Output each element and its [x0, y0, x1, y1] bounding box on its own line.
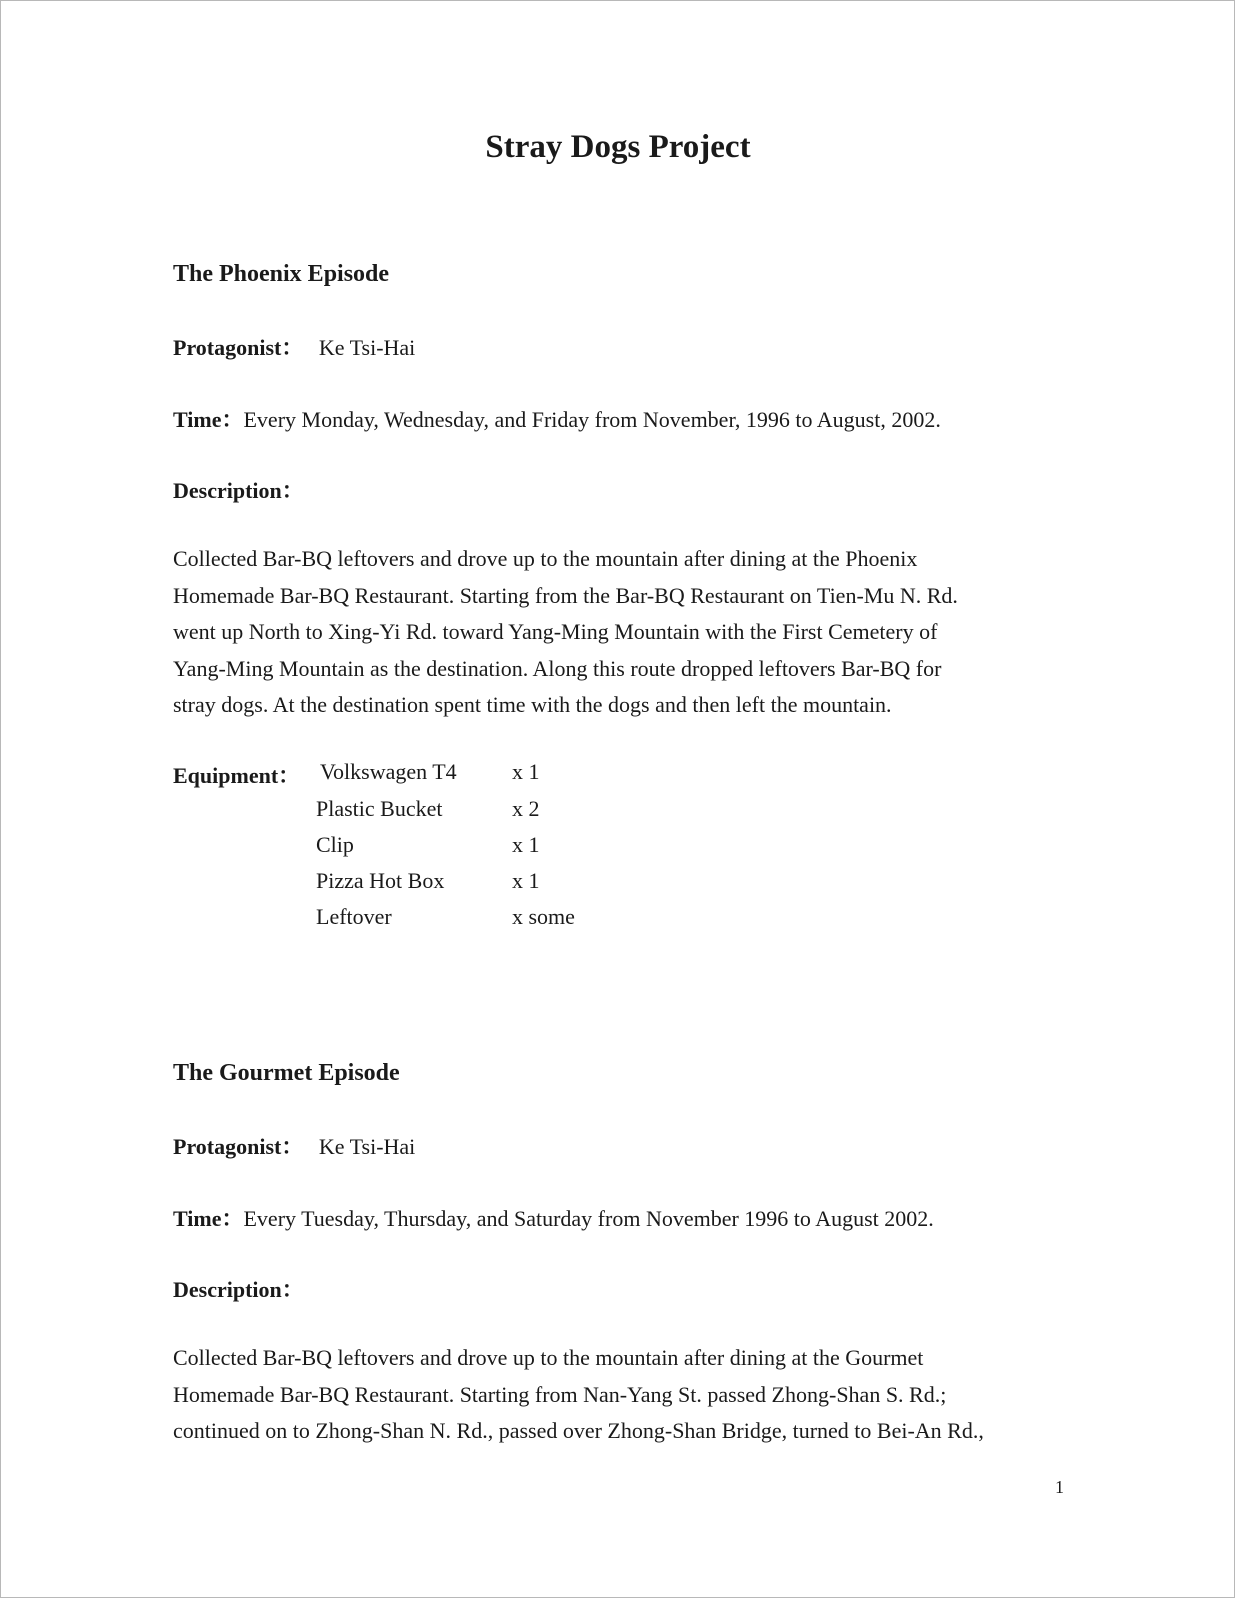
time-label: Time：	[173, 407, 244, 432]
episode-heading: The Phoenix Episode	[173, 261, 390, 287]
description-line: Homemade Bar-BQ Restaurant. Starting from Nan-Yang St. passed Zhong-Shan S. Rd.;	[173, 1381, 947, 1407]
time-value: Every Tuesday, Thursday, and Saturday from November 1996 to August 2002.	[243, 1206, 934, 1231]
protagonist-label: Protagonist：	[173, 1134, 304, 1159]
time-line	[173, 403, 941, 434]
equipment-item: Leftover	[316, 904, 392, 929]
equipment-label: Equipment：	[173, 763, 301, 788]
time-line	[173, 1202, 934, 1233]
description-line: Yang-Ming Mountain as the destination. Along this route dropped leftovers Bar-BQ for	[173, 655, 942, 681]
equipment-item: Plastic Bucket	[316, 796, 443, 821]
protagonist-value: Ke Tsi-Hai	[318, 1134, 416, 1159]
protagonist-line	[173, 1130, 415, 1161]
description-line: went up North to Xing-Yi Rd. toward Yang-Ming Mountain with the First Cemetery of	[173, 619, 938, 644]
equipment-item: Volkswagen T4	[320, 759, 457, 784]
episode-heading: The Gourmet Episode	[173, 1060, 400, 1086]
equipment-qty: x 1	[512, 832, 540, 857]
description-line: stray dogs. At the destination spent time with the dogs and then left the mountain.	[173, 692, 892, 717]
description-line: continued on to Zhong-Shan N. Rd., passed over Zhong-Shan Bridge, turned to Bei-An Rd.,	[173, 1418, 984, 1443]
description-paragraph	[173, 541, 1053, 724]
document-title: Stray Dogs Project	[485, 129, 751, 165]
description-label: Description：	[173, 1277, 304, 1302]
equipment-qty: x 2	[512, 796, 540, 821]
equipment-qty: x 1	[512, 759, 540, 784]
equipment-item: Clip	[316, 832, 354, 857]
description-label: Description：	[173, 478, 304, 503]
protagonist-label: Protagonist：	[173, 335, 304, 360]
equipment-item: Pizza Hot Box	[316, 868, 445, 893]
description-paragraph	[173, 1340, 1053, 1450]
protagonist-line	[173, 331, 415, 362]
page-number: 1	[1055, 1477, 1064, 1497]
description-line: Homemade Bar-BQ Restaurant. Starting from the Bar-BQ Restaurant on Tien-Mu N. Rd.	[173, 582, 958, 608]
protagonist-value: Ke Tsi-Hai	[318, 335, 416, 360]
equipment-qty: x 1	[512, 868, 540, 893]
description-line: Collected Bar-BQ leftovers and drove up to the mountain after dining at the Gourmet	[173, 1345, 924, 1370]
time-value: Every Monday, Wednesday, and Friday from November, 1996 to August, 2002.	[243, 407, 941, 432]
description-line: Collected Bar-BQ leftovers and drove up to the mountain after dining at the Phoenix	[173, 546, 918, 571]
equipment-qty: x some	[512, 904, 575, 929]
time-label: Time：	[173, 1206, 244, 1231]
